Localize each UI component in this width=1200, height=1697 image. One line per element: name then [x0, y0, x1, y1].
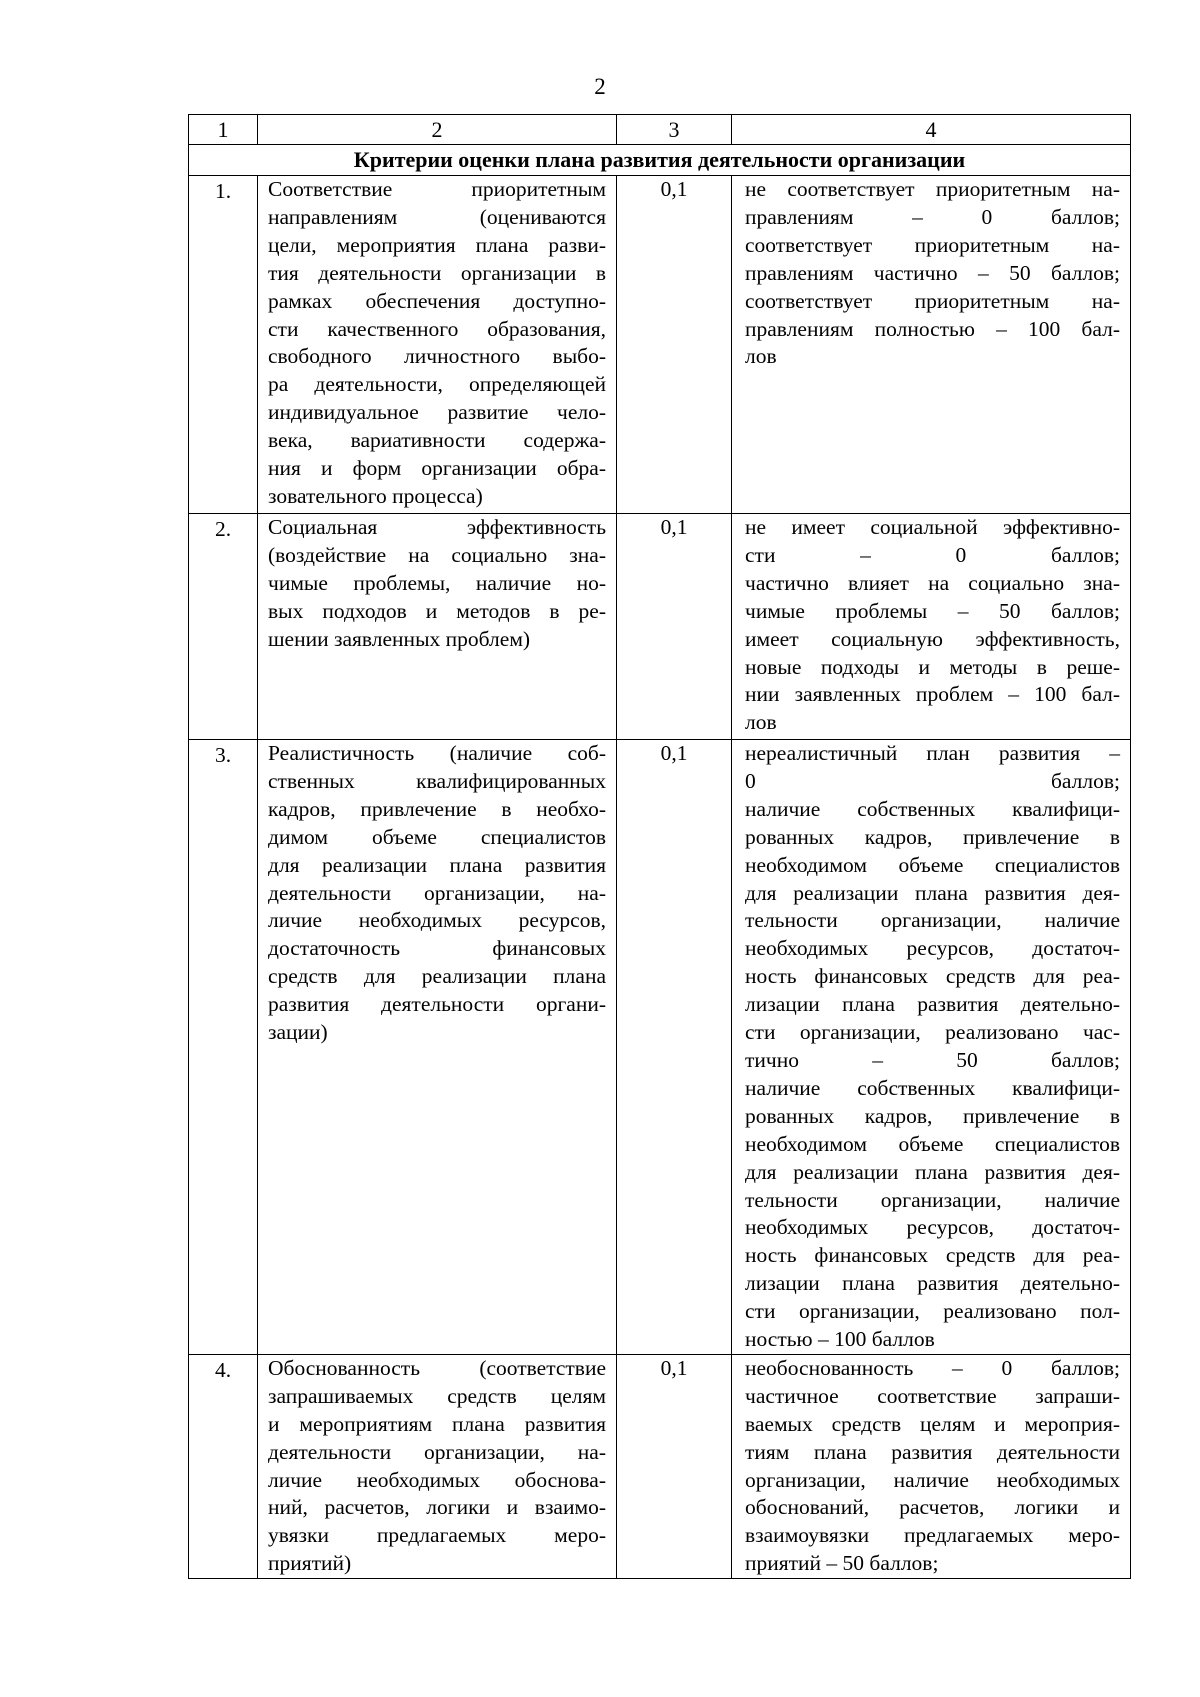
column-header-1: 1: [189, 115, 258, 145]
scoring-line: имеет социальную эффективность,: [745, 626, 1120, 651]
weight-value: 0,1: [617, 176, 732, 514]
scoring-line: необходимом объеме специалистов: [745, 852, 1120, 877]
criterion-line: индивидуальное развитие чело-: [268, 400, 606, 425]
scoring-line: не соответствует приоритетным на-: [745, 177, 1120, 201]
criterion-text: [258, 1354, 617, 1578]
scoring-line: организации, наличие необходимых: [745, 1467, 1120, 1492]
row-number: 4.: [189, 1354, 258, 1578]
criterion-line: достаточность финансовых: [268, 936, 606, 961]
scoring-line: ность финансовых средств для реа-: [745, 964, 1120, 989]
scoring-line: лизации плана развития деятельно-: [745, 992, 1120, 1017]
criterion-line: сти качественного образования,: [268, 316, 606, 341]
table-header-row: [189, 115, 1131, 145]
section-title-row: [189, 145, 1131, 176]
criterion-line: (воздействие на социально зна-: [268, 542, 606, 567]
scoring-line: соответствует приоритетным на-: [745, 232, 1120, 257]
scoring-line: правлениям – 0 баллов;: [745, 204, 1120, 229]
scoring-line: сти организации, реализовано час-: [745, 1020, 1120, 1045]
scoring-line: тельности организации, наличие: [745, 908, 1120, 933]
criteria-table: [188, 114, 1131, 1579]
table-row: [189, 1354, 1131, 1578]
criterion-line: ственных квалифицированных: [268, 768, 606, 793]
table-row: [189, 176, 1131, 514]
scoring-line: правлениям полностью – 100 бал-: [745, 316, 1120, 341]
criterion-line: деятельности организации, на-: [268, 1439, 606, 1464]
column-header-2: 2: [258, 115, 617, 145]
column-header-4: 4: [732, 115, 1131, 145]
criterion-line: Реалистичность (наличие соб-: [268, 741, 606, 765]
criterion-line: димом объеме специалистов: [268, 824, 606, 849]
criterion-line: цели, мероприятия плана разви-: [268, 232, 606, 257]
criterion-text: [258, 514, 617, 740]
row-number: 3.: [189, 740, 258, 1355]
scoring-line: 0 баллов;: [745, 768, 1120, 793]
scoring-line: тельности организации, наличие: [745, 1187, 1120, 1212]
scoring-line: необходимых ресурсов, достаточ-: [745, 1215, 1120, 1240]
scoring-line: необоснованность – 0 баллов;: [745, 1355, 1120, 1380]
scoring-line: не имеет социальной эффективно-: [745, 515, 1120, 539]
criterion-line: кадров, привлечение в необхо-: [268, 796, 606, 821]
criterion-line: ра деятельности, определяющей: [268, 372, 606, 397]
scoring-line: ностью – 100 баллов: [745, 1327, 935, 1352]
scoring-line: необходимом объеме специалистов: [745, 1131, 1120, 1156]
criterion-line: деятельности организации, на-: [268, 880, 606, 905]
criterion-line: вых подходов и методов в ре-: [268, 598, 606, 623]
table-row: [189, 514, 1131, 740]
scoring-line: тиям плана развития деятельности: [745, 1439, 1120, 1464]
criterion-line: рамках обеспечения доступно-: [268, 288, 606, 313]
scoring-scale: [732, 176, 1131, 514]
criterion-line: ния и форм организации обра-: [268, 456, 606, 481]
scoring-line: ваемых средств целям и мероприя-: [745, 1411, 1120, 1436]
criterion-text: [258, 740, 617, 1355]
scoring-line: нереалистичный план развития –: [745, 741, 1120, 765]
criterion-line: увязки предлагаемых меро-: [268, 1523, 606, 1548]
table-row: [189, 740, 1131, 1355]
scoring-line: ность финансовых средств для реа-: [745, 1243, 1120, 1268]
weight-value: 0,1: [617, 514, 732, 740]
criterion-line: и мероприятиям плана развития: [268, 1411, 606, 1436]
scoring-line: лизации плана развития деятельно-: [745, 1271, 1120, 1296]
criterion-text: [258, 176, 617, 514]
scoring-line: сти организации, реализовано пол-: [745, 1299, 1120, 1324]
scoring-line: правлениям частично – 50 баллов;: [745, 260, 1120, 285]
scoring-line: для реализации плана развития дея-: [745, 1159, 1120, 1184]
criterion-line: запрашиваемых средств целям: [268, 1383, 606, 1408]
scoring-line: тично – 50 баллов;: [745, 1047, 1120, 1072]
scoring-line: взаимоувязки предлагаемых меро-: [745, 1523, 1120, 1548]
scoring-scale: [732, 740, 1131, 1355]
criterion-line: для реализации плана развития: [268, 852, 606, 877]
section-title: Критерии оценки плана развития деятельности организации: [189, 145, 1131, 176]
scoring-line: рованных кадров, привлечение в: [745, 824, 1120, 849]
scoring-line: частично влияет на социально зна-: [745, 570, 1120, 595]
criterion-line: чимые проблемы, наличие но-: [268, 570, 606, 595]
criterion-line: Обоснованность (соответствие: [268, 1355, 606, 1380]
criterion-line: ний, расчетов, логики и взаимо-: [268, 1495, 606, 1520]
scoring-line: наличие собственных квалифици-: [745, 796, 1120, 821]
criterion-line: личие необходимых обоснова-: [268, 1467, 606, 1492]
weight-value: 0,1: [617, 740, 732, 1355]
scoring-line: рованных кадров, привлечение в: [745, 1103, 1120, 1128]
scoring-scale: [732, 514, 1131, 740]
scoring-line: сти – 0 баллов;: [745, 542, 1120, 567]
row-number: 1.: [189, 176, 258, 514]
scoring-line: лов: [745, 344, 777, 369]
scoring-line: для реализации плана развития дея-: [745, 880, 1120, 905]
scoring-line: соответствует приоритетным на-: [745, 288, 1120, 313]
criterion-line: свободного личностного выбо-: [268, 344, 606, 369]
scoring-line: обоснований, расчетов, логики и: [745, 1495, 1120, 1520]
criterion-line: направлениям (оцениваются: [268, 204, 606, 229]
scoring-line: необходимых ресурсов, достаточ-: [745, 936, 1120, 961]
weight-value: 0,1: [617, 1354, 732, 1578]
page-number: 2: [594, 74, 606, 99]
criterion-line: шении заявленных проблем): [268, 626, 531, 651]
criterion-line: тия деятельности организации в: [268, 260, 606, 285]
scoring-line: приятий – 50 баллов;: [745, 1551, 939, 1576]
criterion-line: развития деятельности органи-: [268, 992, 606, 1017]
scoring-scale: [732, 1354, 1131, 1578]
criterion-line: века, вариативности содержа-: [268, 428, 606, 453]
row-number: 2.: [189, 514, 258, 740]
criterion-line: зовательного процесса): [268, 483, 483, 508]
criterion-line: средств для реализации плана: [268, 964, 606, 989]
scoring-line: новые подходы и методы в реше-: [745, 654, 1120, 679]
criterion-line: личие необходимых ресурсов,: [268, 908, 606, 933]
scoring-line: наличие собственных квалифици-: [745, 1075, 1120, 1100]
scoring-line: чимые проблемы – 50 баллов;: [745, 598, 1120, 623]
criterion-line: зации): [268, 1020, 328, 1045]
criterion-line: приятий): [268, 1551, 352, 1576]
scoring-line: частичное соответствие запраши-: [745, 1383, 1120, 1408]
scoring-line: нии заявленных проблем – 100 бал-: [745, 682, 1120, 707]
criteria-rows: [189, 176, 1131, 1579]
criterion-line: Соответствие приоритетным: [268, 177, 606, 201]
criterion-line: Социальная эффективность: [268, 515, 606, 539]
column-header-3: 3: [617, 115, 732, 145]
scoring-line: лов: [745, 710, 777, 735]
